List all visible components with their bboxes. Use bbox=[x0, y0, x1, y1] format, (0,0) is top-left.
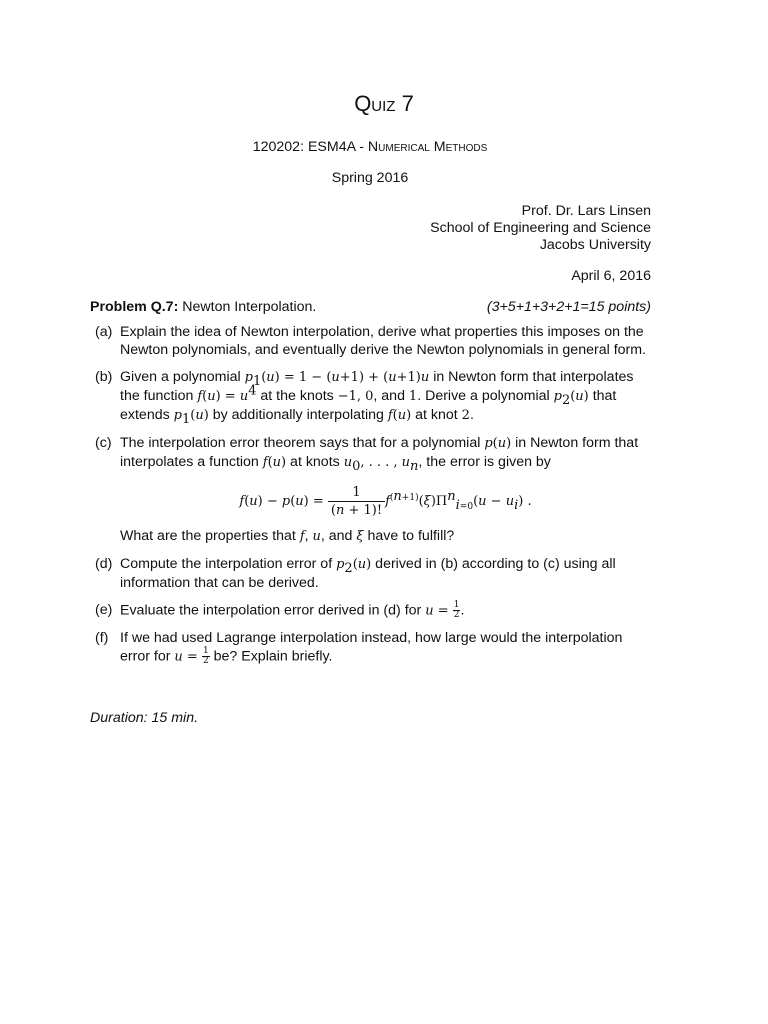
part-a bbox=[90, 323, 651, 359]
part-label: (b) bbox=[95, 369, 113, 385]
part-label: (a) bbox=[95, 324, 113, 340]
term: Spring 2016 bbox=[331, 170, 409, 186]
part-b bbox=[90, 368, 651, 425]
part-label: (c) bbox=[95, 435, 112, 451]
quiz-title: Quiz 7 bbox=[354, 91, 414, 116]
math-p1: p bbox=[244, 370, 253, 385]
problem-points: (3+5+1+3+2+1=15 points) bbox=[486, 299, 651, 315]
part-d bbox=[90, 555, 651, 592]
part-label: (d) bbox=[95, 556, 113, 572]
problem-title: Newton Interpolation. bbox=[178, 299, 317, 315]
course-line bbox=[0, 138, 740, 156]
part-text: If we had used Lagrange interpolation instead, how large would the interpolation error for u = $\frac{1}{2}$ be? Explain briefly. bbox=[120, 630, 623, 667]
part-text: Explain the idea of Newton interpolation, derive what properties this imposes on the Newton polynomials, and eventually derive the Newton polynomials in general form. bbox=[120, 324, 647, 358]
course-number: 120202: ESM4A - bbox=[252, 139, 368, 155]
part-text: Given a polynomial $p_1(u) = 1 - (u+1) + (u+1)u$ in Newton form that interpolates the function $f(u) = u^4$ at the knots −1, 0, and 1. Derive a polynomial $p_2(u)$ that extends $p_1(u)$ by additionally interpolating f(u) at knot 2. bbox=[120, 369, 634, 427]
quiz-date: April 6, 2016 bbox=[571, 268, 651, 284]
author-name: Prof. Dr. Lars Linsen bbox=[521, 203, 651, 219]
course-name: Numerical Methods bbox=[367, 139, 488, 155]
duration-note: Duration: 15 min. bbox=[90, 710, 199, 726]
part-label: (e) bbox=[95, 602, 113, 618]
part-text: The interpolation error theorem says that for a polynomial p(u) in Newton form that interpolates a function f(u) at knots $u_0$, . . . , $u_n$, the error is given by bbox=[120, 435, 639, 474]
problem-label: Problem Q.7: bbox=[90, 299, 179, 315]
author-university: Jacobs University bbox=[539, 237, 651, 253]
problem-parts bbox=[90, 323, 651, 676]
author-school: School of Engineering and Science bbox=[430, 220, 651, 236]
problem-heading bbox=[90, 298, 651, 316]
author-block bbox=[430, 203, 651, 254]
part-text: Compute the interpolation error of $p_2(u)$ derived in (b) according to (c) using all information that can be derived. bbox=[120, 556, 616, 591]
part-c bbox=[90, 434, 651, 546]
part-e bbox=[90, 601, 651, 620]
error-formula: f(u) − p(u) = $\frac{1}{(n + 1)!}$ $f^{(n+1)}(\xi)\Pi^n_{i=0}(u - u_i)$ . bbox=[239, 485, 532, 518]
part-text: Evaluate the interpolation error derived in (d) for u = $\frac{1}{2}$ . bbox=[120, 600, 465, 620]
part-question: What are the properties that f, u, and ξ have to fulfill? bbox=[120, 528, 455, 544]
part-label: (f) bbox=[95, 630, 109, 647]
part-f bbox=[90, 629, 651, 666]
